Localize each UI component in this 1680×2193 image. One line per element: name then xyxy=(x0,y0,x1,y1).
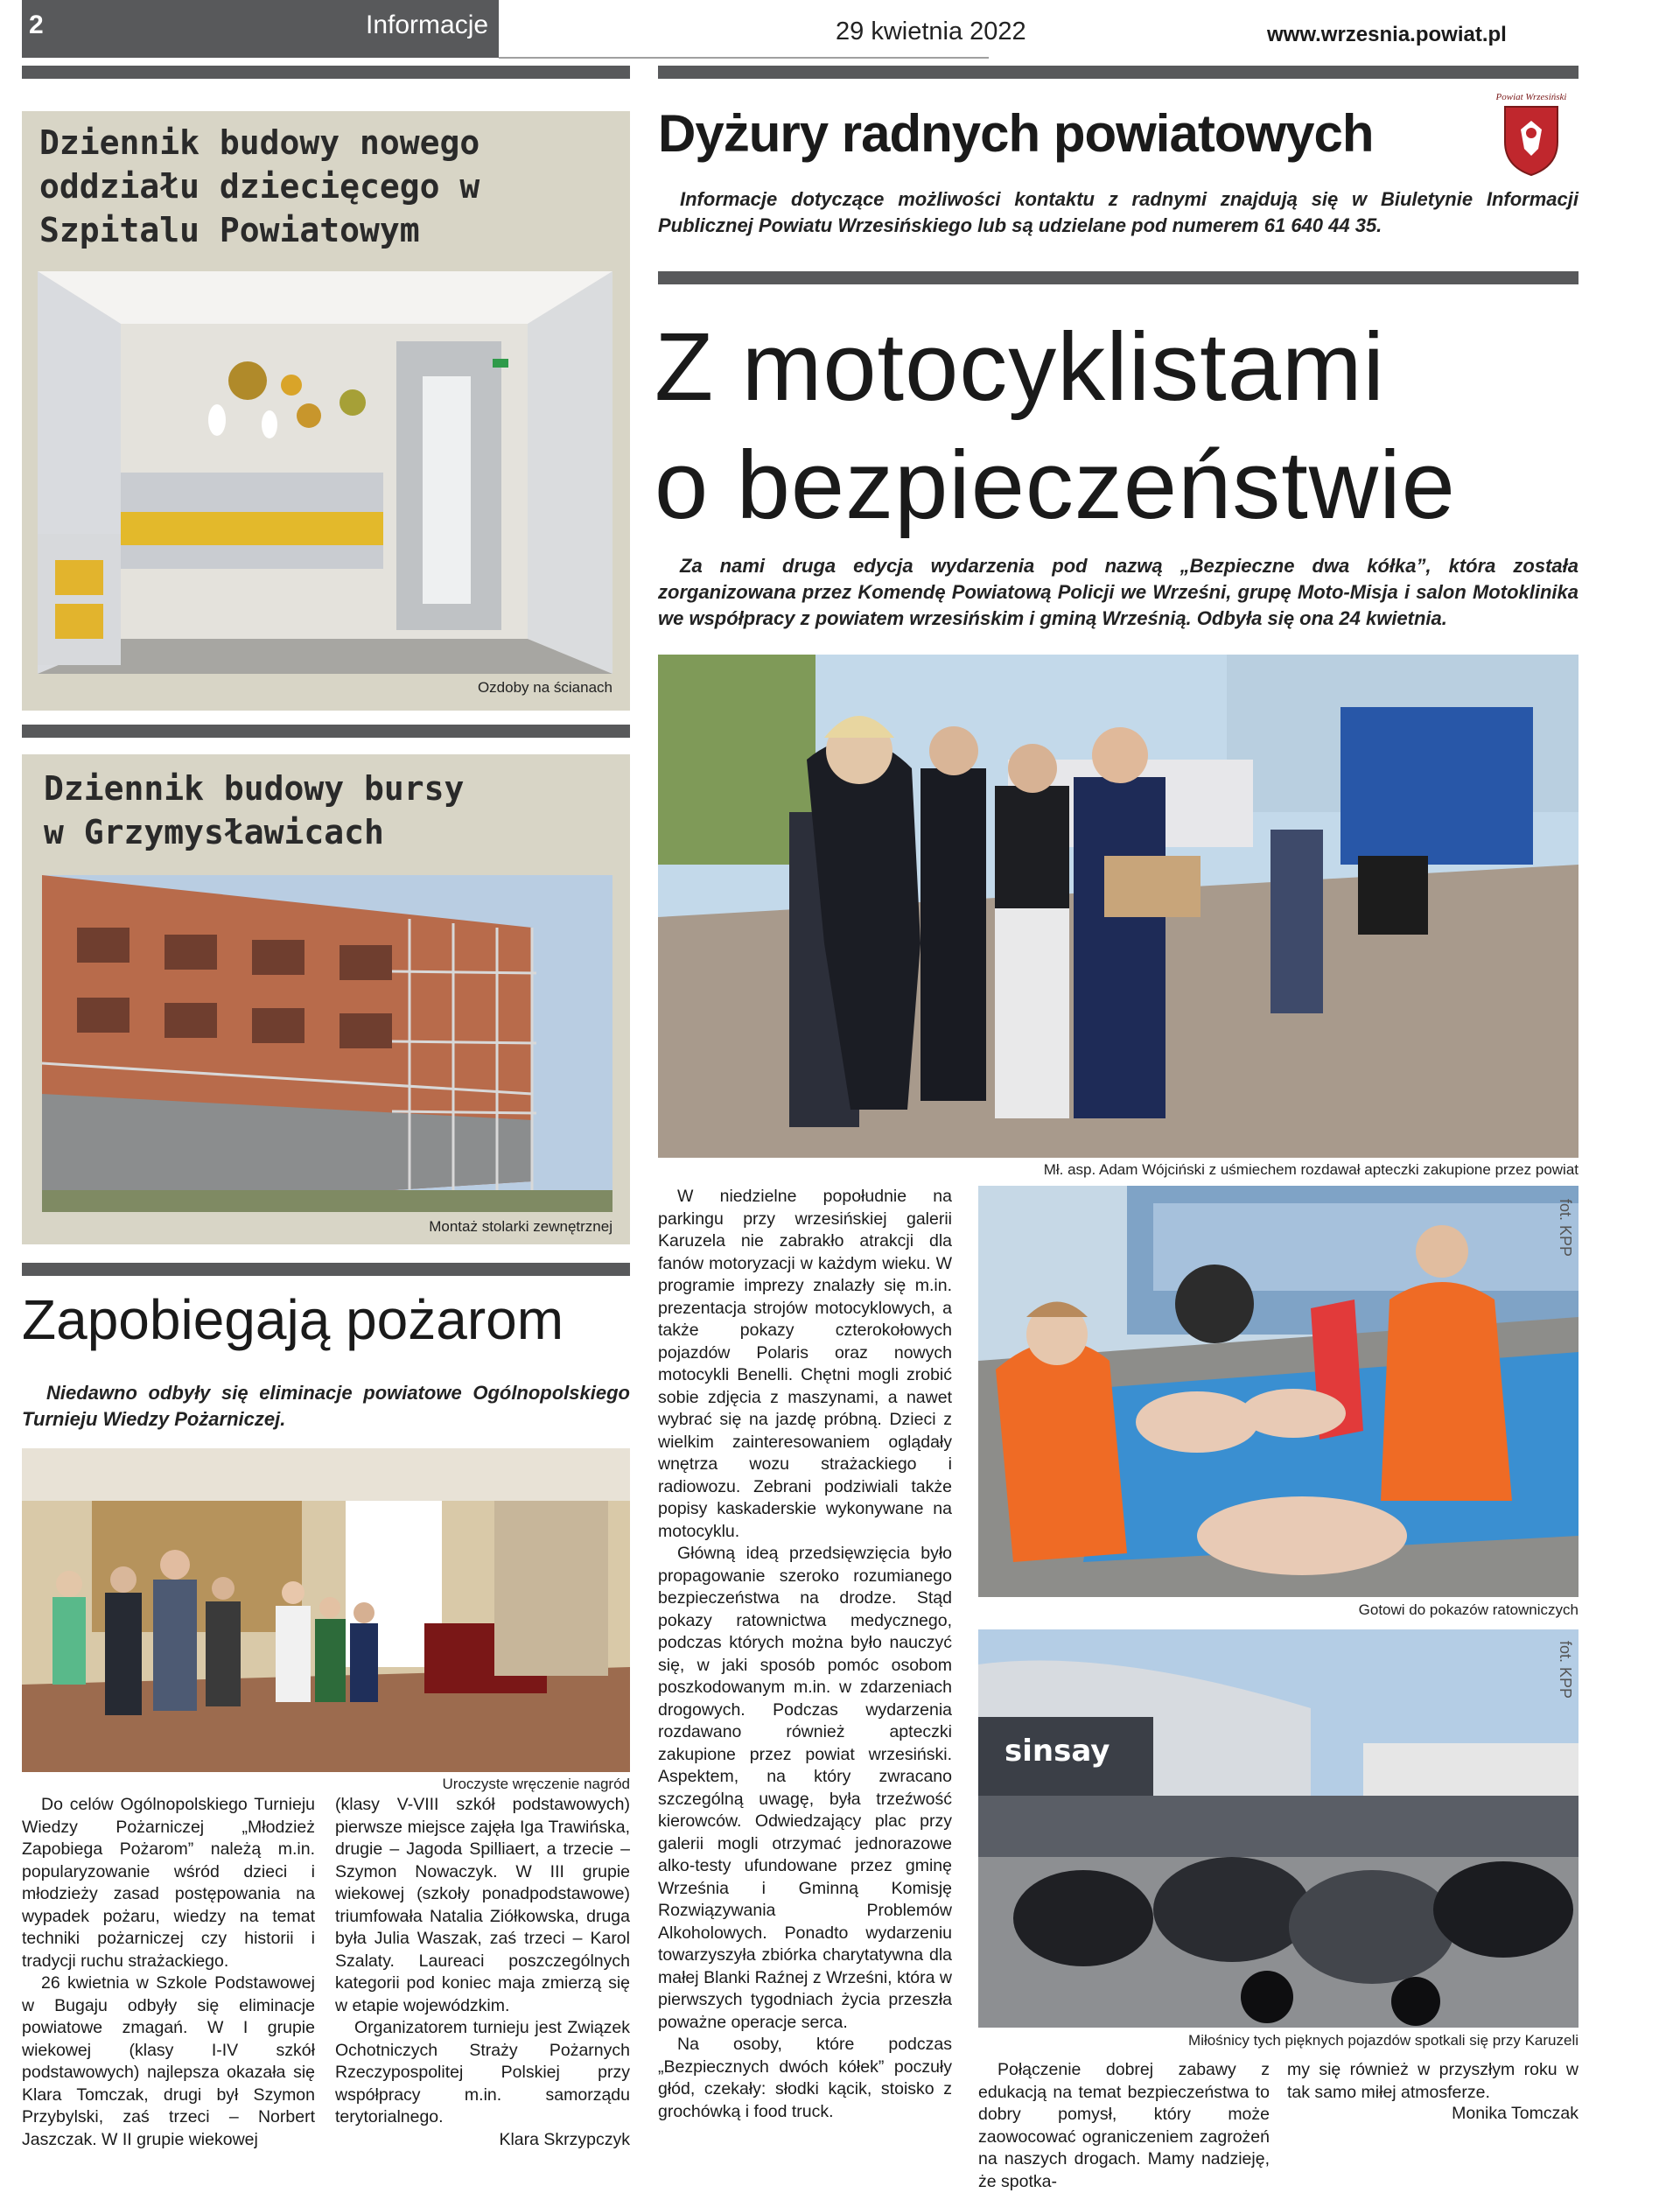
mall-sign: sinsay xyxy=(1004,1734,1110,1769)
moto-col2-para1: Połączenie dobrej zabawy z edukacją na temat bezpieczeństwa to dobry pomysł, który może zaowocować ograniczeniem zagrożeń na naszych drogach. Mamy nadzieję, że spotka- xyxy=(978,2060,1270,2191)
moto-headline-2: o bezpieczeństwie xyxy=(654,431,1456,539)
bursa-top-bar xyxy=(22,725,630,738)
fire-author: Klara Skrzypczyk xyxy=(499,2130,630,2149)
logo-text: Powiat Wrzesiński xyxy=(1496,92,1566,102)
fire-col1 xyxy=(22,1794,315,2151)
hospital-caption: Ozdoby na ścianach xyxy=(477,679,612,696)
fire-col1-para2: 26 kwietnia w Szkole Podstawowej w Bugaju odbyły się eliminacje powiatowe zmagań. W I grupie wiekowej (klasy I-IV szkół podstawowych) najlepsza okazała się Klara Tomczak, drugi był Szymon Przybylski, zaś trzeci – Norbert Jaszczak. W II grupie wiekowej xyxy=(22,1973,315,2149)
moto-bikes-photo xyxy=(978,1629,1578,2028)
moto-main-caption: Mł. asp. Adam Wójciński z uśmiechem rozdawał apteczki zakupione przez powiat xyxy=(1043,1161,1578,1178)
fire-photo xyxy=(22,1448,630,1772)
powiat-logo xyxy=(1496,88,1566,179)
moto-col3 xyxy=(1287,2059,1578,2104)
moto-top-bar xyxy=(658,271,1578,284)
moto-col1-para2: Główną ideą przedsięwzięcia było propagowanie szeroko rozumianego bezpieczeństwa na drodze. Stąd pokazy ratownictwa medycznego, podczas których można było nauczyć się, w jaki sposób pomóc osobom poszkodowanym m.in. w zdarzeniach drogowych. Podczas wydarzenia rozdawano również apteczki zakupione przez powiat wrzesiński. Aspektem, na który zwracano szczególną uwagę, była trzeźwość kierowców. Odwiedzający plac przy galerii mogli otrzymać jednorazowe alko-testy ufundowane przez gminę Września i Gminną Komisję Rozwiązywania Problemów Alkoholowych. Ponadto wydarzeniu towarzyszyła zbiórka charytatywna dla małej Blanki Raźnej z Wrześni, która w pierwszych tygodniach życia przeszła poważne operacje serca. xyxy=(658,1544,952,2032)
moto-lead: Za nami druga edycja wydarzenia pod nazwą „Bezpieczne dwa kółka”, która została zorganizowana przez Komendę Powiatową Policji we Wrześni, grupę Moto-Misja i salon Motoklinika we współpracy z powiatem wrzesińskim i gminą Wrześnią. Odbyła się ona 24 kwietnia. xyxy=(658,555,1578,629)
section-label: Informacje xyxy=(366,11,489,39)
moto-main-photo xyxy=(658,655,1578,1158)
hospital-photo xyxy=(38,271,612,674)
moto-author: Monika Tomczak xyxy=(1452,2104,1578,2123)
fire-photo-caption: Uroczyste wręczenie nagród xyxy=(442,1776,630,1792)
fire-col1-para1: Do celów Ogólnopolskiego Turnieju Wiedzy Pożarniczej „Młodzież Zapobiega Pożarom” należą m.in. popularyzowanie wśród dzieci i młodzieży zasad postępowania na wypadek pożaru, wiedzy na temat techniki pożarniczej czy historii i tradycji ruchu strażackiego. xyxy=(22,1795,315,1971)
bursa-title: Dziennik budowy bursy w Grzymysławicach xyxy=(44,769,465,851)
hospital-title: Dziennik budowy nowego oddziału dziecięcego w Szpitalu Powiatowym xyxy=(39,123,480,249)
photo-credit-2: fot. KPP xyxy=(1557,1641,1574,1699)
issue-date: 29 kwietnia 2022 xyxy=(836,18,1026,46)
duty-text: Informacje dotyczące możliwości kontaktu z radnymi znajdują się w Biuletynie Informacji Publicznej Powiatu Wrzesińskiego lub są udzielane pod numerem 61 640 44 35. xyxy=(658,188,1578,236)
moto-rescue-caption: Gotowi do pokazów ratowniczych xyxy=(1358,1601,1578,1618)
fire-lead: Niedawno odbyły się eliminacje powiatowe Ogólnopolskiego Turnieju Wiedzy Pożarniczej. xyxy=(22,1382,630,1430)
fire-headline: Zapobiegają pożarom xyxy=(22,1288,564,1351)
moto-col2 xyxy=(978,2059,1270,2193)
page-number: 2 xyxy=(29,11,44,39)
moto-col3-para1: my się również w przyszłym roku w tak samo miłej atmosferze. xyxy=(1287,2060,1578,2102)
bursa-photo xyxy=(42,875,612,1212)
header-rule xyxy=(499,57,989,59)
moto-rescue-photo xyxy=(978,1186,1578,1597)
moto-col1-para3: Na osoby, które podczas „Bezpiecznych dwóch kółek” poczuły głód, czekały: słodki kącik, stoisko z grochówką i food truck. xyxy=(658,2035,952,2121)
website[interactable]: www.wrzesnia.powiat.pl xyxy=(1267,23,1507,46)
bursa-caption: Montaż stolarki zewnętrznej xyxy=(429,1218,612,1235)
moto-bikes-caption: Miłośnicy tych pięknych pojazdów spotkali się przy Karuzeli xyxy=(1188,2032,1578,2049)
duty-top-bar xyxy=(658,66,1578,79)
moto-headline-1: Z motocyklistami xyxy=(654,313,1385,421)
fire-col2-para2: Organizatorem turnieju jest Związek Ochotniczych Straży Pożarnych Rzeczypospolitej Polskiej przy współpracy m.in. samorządu terytorialnego. xyxy=(335,2018,630,2126)
hospital-top-bar xyxy=(22,66,630,79)
moto-col1 xyxy=(658,1186,952,2123)
moto-col1-para1: W niedzielne popołudnie na parkingu przy wrzesińskiej galerii Karuzela nie zabrakło atrakcji dla fanów motoryzacji w każdym wieku. W programie imprezy znalazły się m.in. prezentacja strojów motocyklowych, a także pokazy czterokołowych pojazdów Polaris oraz nowych motocykli Benelli. Chętni mogli zrobić sobie zdjęcia z maszynami, a nawet wybrać się na jazdę próbną. Dzieci z wielkim zainteresowaniem oglądały wnętrza wozu strażackiego i radiowozu. Zebrani podziwiali także popisy kaskaderskie wykonywane na motocyklu. xyxy=(658,1187,952,1541)
photo-credit-1: fot. KPP xyxy=(1557,1199,1574,1258)
fire-col2 xyxy=(335,1794,630,2129)
fire-col2-para1: (klasy V-VIII szkół podstawowych) pierwsze miejsce zajęła Iga Trawińska, drugie – Jagoda Spilliaert, a trzecie – Szymon Nowaczyk. W III grupie wiekowej (szkoły ponadpodstawowe) triumfowała Natalia Ziółkowska, druga była Julia Waszak, zaś trzeci – Karol Szalaty. Laureaci poszczególnych kategorii pod koniec maja zmierzą się w etapie wojewódzkim. xyxy=(335,1795,630,2015)
duty-title: Dyżury radnych powiatowych xyxy=(658,104,1374,163)
fire-top-bar xyxy=(22,1263,630,1276)
